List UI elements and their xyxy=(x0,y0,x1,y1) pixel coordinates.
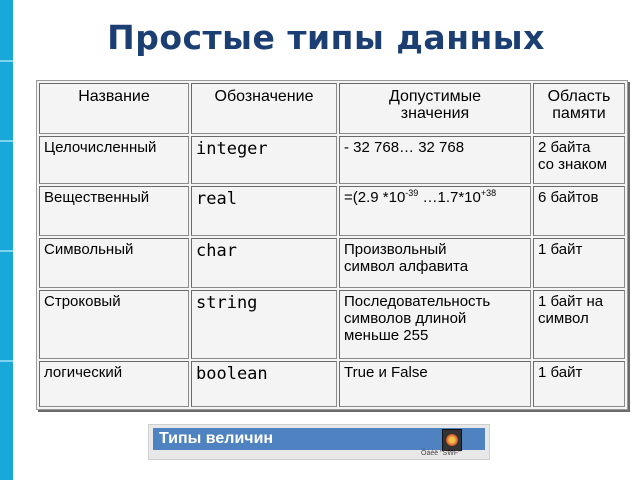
data-types-table xyxy=(36,80,628,410)
page-title: Простые типы данных xyxy=(107,18,545,57)
type-range-cell: True и False xyxy=(339,361,531,407)
left-decor-bar xyxy=(0,0,13,480)
header-range-line1: Допустимые xyxy=(388,88,482,105)
header-memory-line2: памяти xyxy=(552,105,606,122)
type-memory-cell: 1 байт xyxy=(533,361,625,407)
swf-file-caption: Ôàéë "SWF" xyxy=(421,450,461,457)
type-name-cell: Целочисленный xyxy=(39,136,189,184)
range-part: …1.7*10 xyxy=(418,189,481,206)
type-name-cell: Строковый xyxy=(39,290,189,359)
type-memory-cell: 1 байт xyxy=(533,238,625,288)
swf-link-panel[interactable] xyxy=(148,424,490,460)
type-memory-cell xyxy=(533,290,625,359)
type-code-cell: boolean xyxy=(191,361,337,407)
table-row xyxy=(39,238,625,288)
table-row xyxy=(39,136,625,184)
table-row xyxy=(39,290,625,359)
type-code-cell: real xyxy=(191,186,337,236)
type-code-cell: integer xyxy=(191,136,337,184)
memory-line: символ xyxy=(538,310,589,327)
range-line: Последовательность xyxy=(344,293,491,310)
type-code-cell: char xyxy=(191,238,337,288)
range-line: Произвольный xyxy=(344,241,447,258)
range-exponent: -39 xyxy=(405,188,419,198)
type-memory-cell: 6 байтов xyxy=(533,186,625,236)
type-name-cell: логический xyxy=(39,361,189,407)
header-name: Название xyxy=(39,83,189,134)
memory-line: 1 байт на xyxy=(538,293,604,310)
swf-link-label[interactable]: Типы величин xyxy=(159,430,274,447)
header-code: Обозначение xyxy=(191,83,337,134)
range-exponent: +38 xyxy=(480,188,497,198)
range-line: символов длиной xyxy=(344,310,467,327)
header-range-line2: значения xyxy=(400,105,470,122)
table-header-row xyxy=(39,83,625,134)
type-range-cell xyxy=(339,238,531,288)
table-row xyxy=(39,361,625,407)
memory-line: со знаком xyxy=(538,156,608,173)
type-range-cell: - 32 768… 32 768 xyxy=(339,136,531,184)
swf-link-bar[interactable] xyxy=(153,428,485,450)
header-memory xyxy=(533,83,625,134)
type-name-cell: Символьный xyxy=(39,238,189,288)
type-range-cell xyxy=(339,186,531,236)
table-row xyxy=(39,186,625,236)
range-part: =(2.9 *10 xyxy=(344,189,406,206)
header-range xyxy=(339,83,531,134)
type-range-cell xyxy=(339,290,531,359)
type-code-cell: string xyxy=(191,290,337,359)
type-name-cell: Вещественный xyxy=(39,186,189,236)
range-line: символ алфавита xyxy=(344,258,469,275)
memory-line: 2 байта xyxy=(538,139,591,156)
range-line: меньше 255 xyxy=(344,327,429,344)
flash-swf-icon[interactable] xyxy=(442,429,462,451)
type-memory-cell xyxy=(533,136,625,184)
header-memory-line1: Область xyxy=(547,88,611,105)
